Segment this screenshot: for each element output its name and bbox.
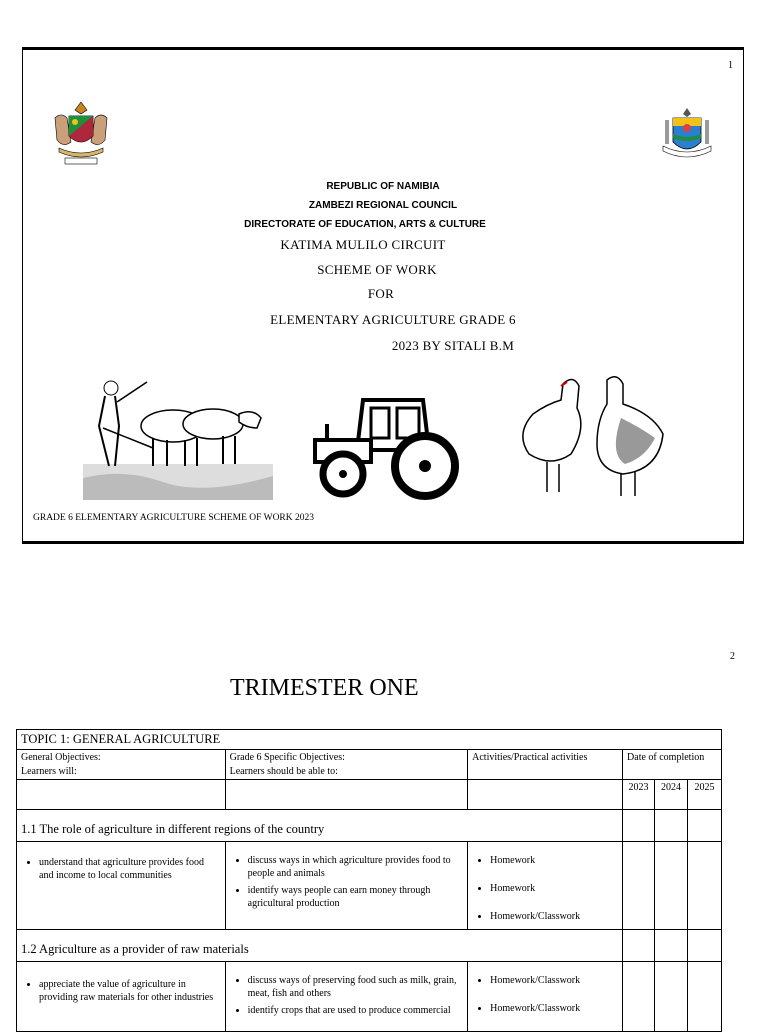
specific-objective: • discuss ways in which agriculture provides food to people and animals <box>248 854 464 880</box>
tractor-illustration-icon <box>309 394 461 502</box>
specific-objective: • discuss ways of preserving food such as milk, grain, meat, fish and others <box>248 974 464 1000</box>
activity: • Homework/Classwork <box>490 1002 618 1015</box>
topic-row <box>17 730 722 750</box>
activity: • Homework <box>490 882 618 895</box>
ox-plough-illustration-icon <box>83 368 273 500</box>
general-objective: • understand that agriculture provides food and income to local communities <box>39 856 221 882</box>
activity: • Homework/Classwork <box>490 974 618 987</box>
cover-footer: GRADE 6 ELEMENTARY AGRICULTURE SCHEME OF WORK 2023 <box>33 513 314 523</box>
section-content-row <box>17 842 722 930</box>
header-line: DIRECTORATE OF EDUCATION, ARTS & CULTURE <box>244 219 486 230</box>
activity: • Homework/Classwork <box>490 910 618 923</box>
year-cell: 2023 <box>623 780 655 810</box>
title-line: KATIMA MULILO CIRCUIT <box>280 237 446 252</box>
header-line: REPUBLIC OF NAMIBIA <box>326 181 440 192</box>
page-number: 2 <box>730 651 735 662</box>
activity: • Homework <box>490 854 618 867</box>
cover-page <box>22 47 744 544</box>
title-line: ELEMENTARY AGRICULTURE GRADE 6 <box>270 312 516 327</box>
specific-objective: • identify ways people can earn money through agricultural production <box>248 884 464 910</box>
page-number: 1 <box>728 60 733 71</box>
section-title-row <box>17 810 722 842</box>
namibia-coat-of-arms-icon <box>45 98 117 170</box>
scheme-of-work-table <box>16 729 722 1032</box>
specific-objective: • identify crops that are used to produce commercial <box>248 1004 464 1017</box>
years-row <box>17 780 722 810</box>
year-cell: 2025 <box>688 780 722 810</box>
header-general: General Objectives: Learners will: <box>17 750 226 780</box>
zambezi-council-crest-icon <box>659 106 715 168</box>
section-title-row <box>17 930 722 962</box>
header-date: Date of completion <box>623 750 722 780</box>
topic-title: TOPIC 1: GENERAL AGRICULTURE <box>17 730 722 750</box>
title-line: FOR <box>367 286 395 301</box>
trimester-heading: TRIMESTER ONE <box>230 675 419 701</box>
year-cell: 2024 <box>655 780 688 810</box>
chickens-illustration-icon <box>511 368 677 500</box>
header-line: ZAMBEZI REGIONAL COUNCIL <box>308 200 458 211</box>
section-title: 1.1 The role of agriculture in different regions of the country <box>17 810 623 842</box>
header-row <box>17 750 722 780</box>
header-activities: Activities/Practical activities <box>468 750 623 780</box>
general-objective: • appreciate the value of agriculture in providing raw materials for other industries <box>39 978 221 1004</box>
title-line: 2023 BY SITALI B.M <box>391 338 515 353</box>
header-specific: Grade 6 Specific Objectives: Learners should be able to: <box>225 750 468 780</box>
title-line: SCHEME OF WORK <box>317 262 437 277</box>
section-title: 1.2 Agriculture as a provider of raw materials <box>17 930 623 962</box>
section-content-row <box>17 962 722 1032</box>
